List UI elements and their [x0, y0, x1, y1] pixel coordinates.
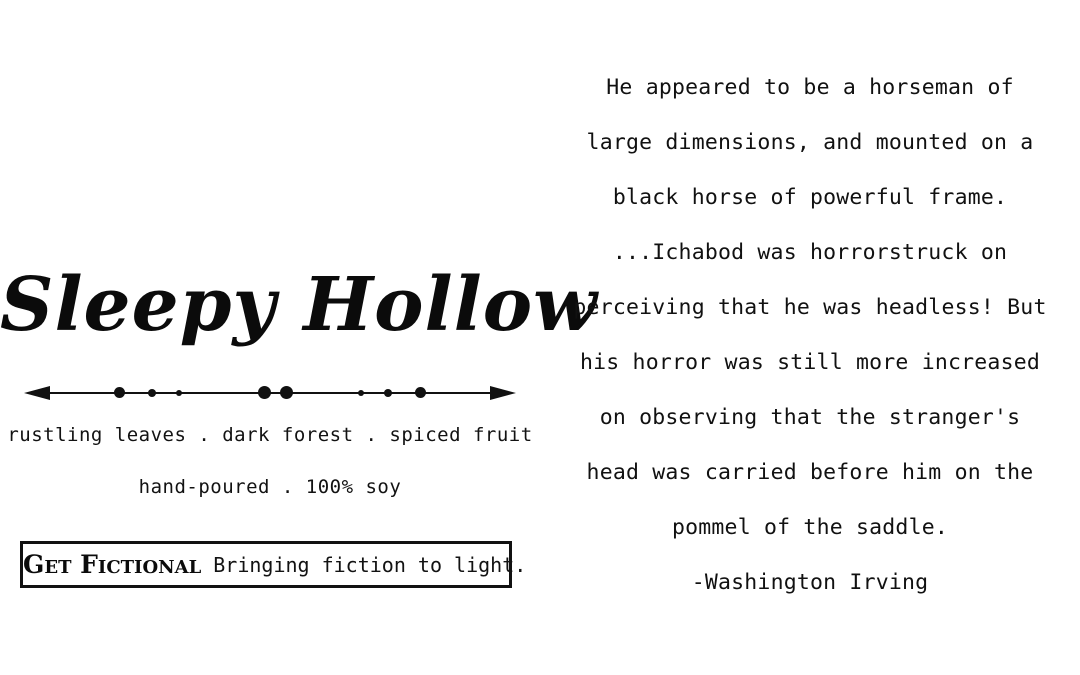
quote-line: pommel of the saddle. — [671, 515, 949, 540]
product-title: Sleepy Hollow — [0, 262, 598, 348]
brand-box — [20, 541, 527, 588]
ornamental-divider-icon — [18, 382, 522, 404]
divider-dot — [176, 390, 182, 396]
quote-line: large dimensions, and mounted on a — [586, 130, 1034, 155]
product-details: hand-poured . 100% soy — [138, 476, 402, 498]
divider-dot — [358, 390, 364, 396]
divider-center-dot — [258, 386, 271, 399]
divider-dot — [148, 389, 156, 397]
quote-line: head was carried before him on the — [586, 460, 1034, 485]
quote-line: black horse of powerful frame. — [612, 185, 1008, 210]
quote-attribution: -Washington Irving — [691, 570, 929, 595]
quote-panel — [540, 0, 1080, 675]
divider-left-tip — [24, 386, 50, 400]
quote-line: perceiving that he was headless! But — [573, 295, 1047, 320]
quote-line: ...Ichabod was horrorstruck on — [612, 240, 1008, 265]
divider-dot — [114, 387, 125, 398]
scent-notes: rustling leaves . dark forest . spiced fruit — [7, 424, 533, 446]
divider-dot — [415, 387, 426, 398]
divider-center-dot — [280, 386, 293, 399]
brand-tagline: Bringing fiction to light. — [213, 552, 527, 577]
quote-line: He appeared to be a horseman of — [606, 75, 1014, 100]
quote-text-block — [540, 60, 1080, 610]
quote-line: his horror was still more increased — [579, 350, 1041, 375]
quote-line: on observing that the stranger's — [599, 405, 1021, 430]
divider-right-tip — [490, 386, 516, 400]
divider-dot — [384, 389, 392, 397]
brand-name: Get Fictional — [23, 550, 202, 579]
